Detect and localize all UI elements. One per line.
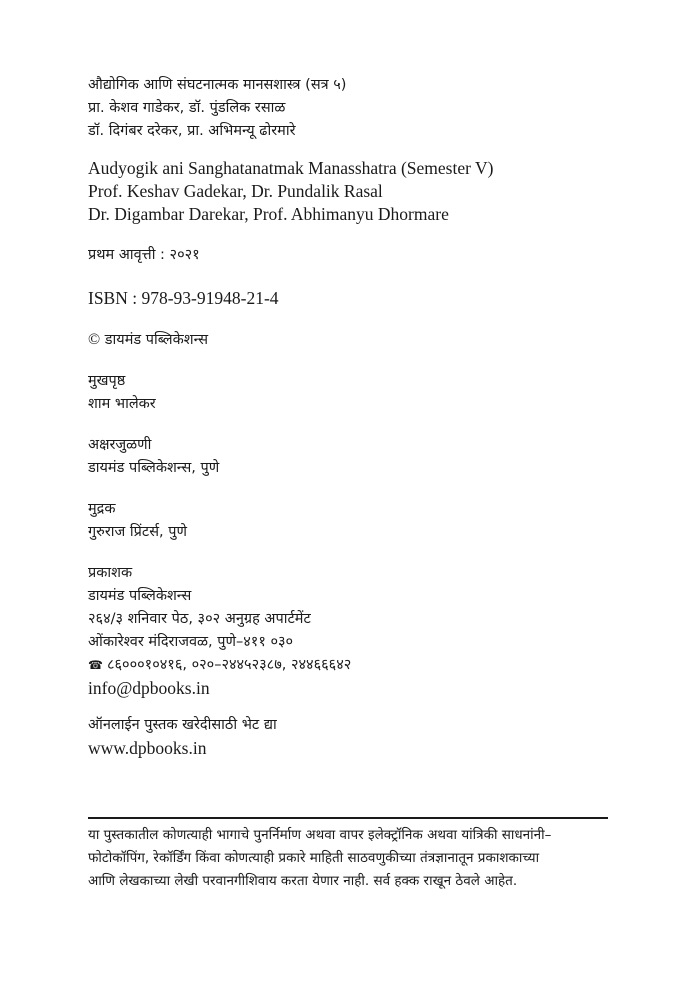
notice-line3: आणि लेखकाच्या लेखी परवानगीशिवाय करता येणार नाही. सर्व हक्क राखून ठेवले आहेत. xyxy=(88,873,518,889)
authors-english-line1: Prof. Keshav Gadekar, Dr. Pundalik Rasal xyxy=(88,181,383,201)
phone-icon: ☎ xyxy=(88,658,103,672)
cover-label: मुखपृष्ठ xyxy=(88,373,126,389)
authors-marathi-line1: प्रा. केशव गाडेकर, डॉ. पुंडलिक रसाळ xyxy=(88,100,286,116)
notice-divider xyxy=(88,817,608,819)
imprint-page xyxy=(88,74,608,760)
online-block xyxy=(88,714,608,760)
cover-value: शाम भालेकर xyxy=(88,396,156,412)
printer-label: मुद्रक xyxy=(88,501,116,517)
typesetting-value: डायमंड पब्लिकेशन्स, पुणे xyxy=(88,460,220,476)
online-label: ऑनलाईन पुस्तक खरेदीसाठी भेट द्या xyxy=(88,717,277,733)
english-title-block xyxy=(88,157,608,226)
authors-english-line2: Dr. Digambar Darekar, Prof. Abhimanyu Dhormare xyxy=(88,204,449,224)
publisher-label: प्रकाशक xyxy=(88,565,133,581)
copyright-line xyxy=(88,328,608,352)
authors-marathi-line2: डॉ. दिगंबर दरेकर, प्रा. अभिमन्यू ढोरमारे xyxy=(88,123,296,139)
book-title-english: Audyogik ani Sanghatanatmak Manasshatra (Semester V) xyxy=(88,158,494,178)
printer-credit xyxy=(88,498,608,544)
edition-line: प्रथम आवृत्ती : २०२१ xyxy=(88,247,200,263)
typesetting-label: अक्षरजुळणी xyxy=(88,437,152,453)
publisher-address2: ओंकारेश्वर मंदिराजवळ, पुणे–४११ ०३० xyxy=(88,634,294,650)
publisher-phones: ८६०००१०४१६, ०२०–२४४५२३८७, २४४६६६४२ xyxy=(106,657,352,673)
typesetting-credit xyxy=(88,434,608,480)
publisher-block xyxy=(88,562,608,700)
cover-credit xyxy=(88,370,608,416)
publisher-address1: २६४/३ शनिवार पेठ, ३०२ अनुग्रह अपार्टमेंट xyxy=(88,611,311,627)
printer-value: गुरुराज प्रिंटर्स, पुणे xyxy=(88,524,187,540)
publisher-email[interactable]: info@dpbooks.in xyxy=(88,678,210,698)
copyright-icon: © xyxy=(88,331,101,348)
website-link[interactable]: www.dpbooks.in xyxy=(88,738,207,758)
book-title-marathi: औद्योगिक आणि संघटनात्मक मानसशास्त्र (सत्र ५) xyxy=(88,77,347,93)
copyright-notice xyxy=(88,824,608,893)
publisher-name: डायमंड पब्लिकेशन्स xyxy=(88,588,192,604)
publisher-phone-line xyxy=(88,654,608,677)
notice-line1: या पुस्तकातील कोणत्याही भागाचे पुनर्निर्माण अथवा वापर इलेक्ट्रॉनिक अथवा यांत्रिकी साधनांनी– xyxy=(88,827,552,843)
isbn-line: ISBN : 978-93-91948-21-4 xyxy=(88,288,279,308)
marathi-title-block xyxy=(88,74,608,143)
notice-line2: फोटोकॉपिंग, रेकॉर्डिंग किंवा कोणत्याही प्रकारे माहिती साठवणुकीच्या तंत्रज्ञानातून प्रकाशकाच्या xyxy=(88,850,540,866)
copyright-holder: डायमंड पब्लिकेशन्स xyxy=(104,332,209,348)
